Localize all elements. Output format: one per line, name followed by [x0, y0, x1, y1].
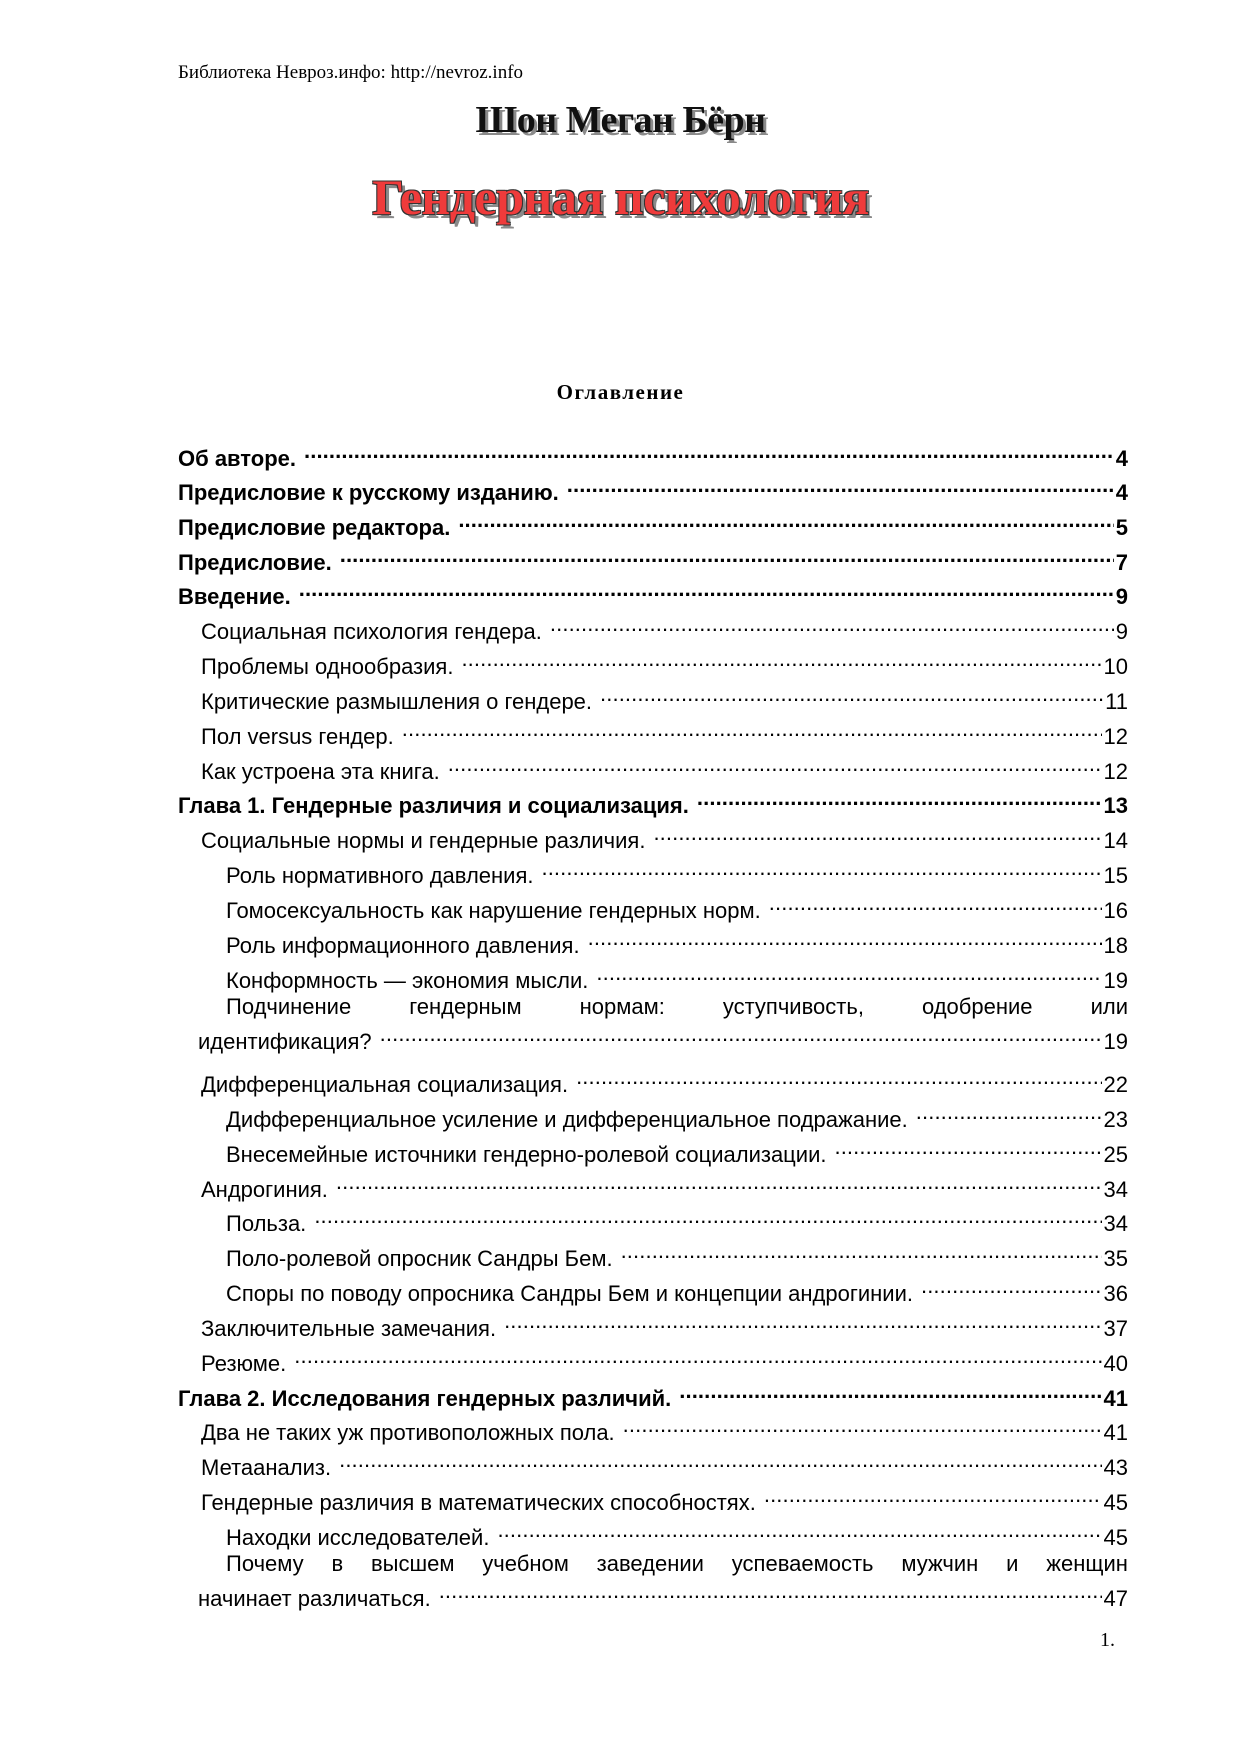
toc-entry[interactable]: Предисловие к русскому изданию. . . . 4	[178, 470, 1128, 500]
book-title: Гендерная психология	[372, 169, 869, 225]
toc-entry[interactable]: Дифференциальная социализация. . . . 22	[201, 1062, 1128, 1092]
toc-entry[interactable]: Роль нормативного давления. . . . 15	[226, 853, 1128, 883]
toc-entry-line1[interactable]: Подчинение гендерным нормам: уступчивость, одобрение или	[226, 994, 1128, 1019]
toc-entry[interactable]: Поло-ролевой опросник Сандры Бем. . . . 35	[226, 1236, 1128, 1266]
toc-entry[interactable]: Как устроена эта книга. . . . 12	[201, 749, 1128, 779]
toc-entry[interactable]: Критические размышления о гендере. . . . 11	[201, 679, 1128, 709]
toc-entry[interactable]: Два не таких уж противоположных пола. . . . 41	[201, 1410, 1128, 1440]
toc-entry[interactable]: Глава 1. Гендерные различия и социализация. . . . 13	[178, 783, 1128, 813]
toc-entry[interactable]: Введение. . . . 9	[178, 574, 1128, 604]
toc-entry[interactable]: Дифференциальное усиление и дифференциальное подражание. . . . 23	[226, 1097, 1128, 1127]
toc-entry[interactable]: Гомосексуальность как нарушение гендерных норм. . . . 16	[226, 888, 1128, 918]
toc-entry-line1[interactable]: Почему в высшем учебном заведении успеваемость мужчин и женщин	[226, 1551, 1128, 1576]
toc-entry[interactable]: Метаанализ. . . . 43	[201, 1445, 1128, 1475]
toc-entry[interactable]: Проблемы однообразия. . . . 10	[201, 644, 1128, 674]
toc-entry[interactable]: идентификация? . . . 19	[198, 1019, 1128, 1049]
toc-heading: Оглавление	[556, 380, 685, 404]
toc-entry[interactable]: Социальные нормы и гендерные различия. . . . 14	[201, 818, 1128, 848]
library-header: Библиотека Невроз.инфо: http://nevroz.info	[178, 62, 524, 83]
toc-entry[interactable]: начинает различаться. . . . 47	[198, 1576, 1128, 1606]
toc-entry[interactable]: Предисловие. . . . 7	[178, 540, 1128, 570]
toc-entry[interactable]: Глава 2. Исследования гендерных различий. . . . 41	[178, 1376, 1128, 1406]
toc-entry[interactable]: Конформность — экономия мысли. . . . 19	[226, 958, 1128, 988]
toc-entry[interactable]: Внесемейные источники гендерно-ролевой социализации. . . . 25	[226, 1132, 1128, 1162]
toc-entry[interactable]: Социальная психология гендера. . . . 9	[201, 609, 1128, 639]
toc-entry[interactable]: Польза. . . . 34	[226, 1201, 1128, 1231]
toc-entry[interactable]: Споры по поводу опросника Сандры Бем и концепции андрогинии. . . . 36	[226, 1271, 1128, 1301]
toc-entry[interactable]: Предисловие редактора. . . . 5	[178, 505, 1128, 535]
toc-entry[interactable]: Андрогиния. . . . 34	[201, 1167, 1128, 1197]
toc-entry[interactable]: Резюме. . . . 40	[201, 1341, 1128, 1371]
book-author: Шон Меган Бёрн	[475, 99, 766, 141]
toc-entry[interactable]: Заключительные замечания. . . . 37	[201, 1306, 1128, 1336]
toc-entry[interactable]: Роль информационного давления. . . . 18	[226, 923, 1128, 953]
toc-entry[interactable]: Пол versus гендер. . . . 12	[201, 714, 1128, 744]
page-number: 1.	[1100, 1629, 1115, 1651]
toc-entry[interactable]: Об авторе. . . . 4	[178, 436, 1128, 466]
toc-entry[interactable]: Гендерные различия в математических способностях. . . . 45	[201, 1480, 1128, 1510]
toc-entry[interactable]: Находки исследователей. . . . 45	[226, 1515, 1128, 1545]
